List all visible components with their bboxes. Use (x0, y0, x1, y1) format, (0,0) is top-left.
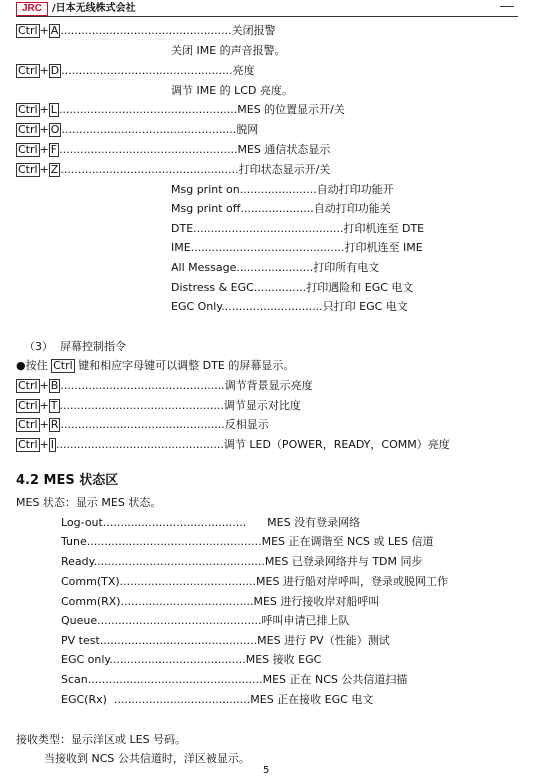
doc-line (171, 84, 293, 98)
doc-line (16, 359, 294, 373)
line-text: All Message......................打印所有电文 (171, 261, 380, 274)
key-cap: L (50, 103, 57, 116)
line-text: Tune..................................................MES 正在调谐至 NCS 或 LES 信道 (61, 535, 434, 548)
line-text: 调节 LED（POWER，READY，COMM）亮度 (223, 438, 450, 451)
leader-dots: ................................................. (61, 64, 233, 77)
key-cap: Ctrl (18, 143, 38, 156)
key-cap: I (50, 438, 55, 451)
leader-dots: ................................................... (58, 103, 238, 116)
key-plus: + (39, 24, 49, 37)
key-plus: + (39, 379, 49, 392)
line-text: 关闭报警 (231, 24, 276, 37)
line-text: DTE...........................................打印机连至 DTE (171, 222, 425, 235)
doc-line (16, 163, 330, 177)
key-plus: + (39, 438, 49, 451)
doc-line (16, 418, 269, 432)
key-cap: Ctrl (18, 103, 38, 116)
doc-line (16, 399, 301, 413)
line-prefix: ●按住 (16, 359, 52, 372)
line-text: 脱网 (236, 123, 259, 136)
key-cap: Ctrl (18, 24, 38, 37)
line-text: 调节显示对比度 (223, 399, 301, 412)
key-cap: Ctrl (18, 399, 38, 412)
leader-dots: ............................................... (59, 399, 224, 412)
doc-line (61, 673, 407, 687)
key-cap: Ctrl (18, 64, 38, 77)
key-cap: Ctrl (18, 123, 38, 136)
company-name: /日本无线株式会社 (52, 3, 136, 14)
doc-line (171, 281, 413, 295)
doc-line (61, 614, 349, 628)
line-text: Ready.................................................MES 已登录网络并与 TDM 同步 (61, 555, 423, 568)
line-text: Comm(RX)......................................MES 进行接收岸对船呼叫 (61, 595, 380, 608)
doc-line (16, 103, 345, 117)
doc-line (171, 241, 423, 255)
key-cap: Ctrl (18, 438, 38, 451)
key-cap: A (50, 24, 59, 37)
key-cap: T (50, 399, 58, 412)
line-text: EGC(Rx) .......................................MES 正在接收 EGC 电文 (61, 693, 374, 706)
jrc-logo: JRC (16, 2, 48, 16)
doc-line (16, 379, 313, 393)
line-text: Msg print off.....................自动打印功能关 (171, 202, 391, 215)
doc-line (16, 64, 255, 78)
key-cap: Ctrl (18, 418, 38, 431)
doc-line (171, 261, 379, 275)
doc-line (61, 575, 448, 589)
doc-line (44, 752, 250, 766)
key-cap: R (50, 418, 59, 431)
doc-line (24, 340, 126, 354)
line-text: Log-out......................................... MES 没有登录网络 (61, 516, 361, 529)
line-text: （3） 屏幕控制指令 (24, 340, 126, 353)
key-plus: + (39, 143, 49, 156)
doc-line (16, 438, 450, 452)
key-plus: + (39, 64, 49, 77)
line-text: Msg print on......................自动打印功能开 (171, 183, 394, 196)
line-text: MES 的位置显示开/关 (237, 103, 345, 116)
leader-dots: ................................................. (60, 24, 232, 37)
leader-dots: ................................................... (60, 163, 239, 176)
key-cap: Ctrl (18, 379, 38, 392)
line-text: EGC only.......................................MES 接收 EGC (61, 653, 322, 666)
doc-line (16, 24, 276, 38)
doc-line (171, 222, 424, 236)
key-cap: Ctrl (53, 359, 73, 372)
line-text: EGC Only.............................只打印 EGC 电文 (171, 300, 408, 313)
section-title: 4.2 MES 状态区 (16, 473, 119, 488)
line-text: 反相显示 (224, 418, 269, 431)
key-cap: D (50, 64, 60, 77)
line-text: 接收类型：显示洋区或 LES 号码。 (16, 733, 187, 746)
key-cap: B (50, 379, 59, 392)
line-text: 调节背景显示亮度 (224, 379, 313, 392)
doc-line (61, 693, 373, 707)
key-plus: + (39, 418, 49, 431)
doc-line (171, 44, 286, 58)
line-text: 当接收到 NCS 公共信道时，洋区被显示。 (44, 752, 250, 765)
line-text: 调节 IME 的 LCD 亮度。 (171, 84, 293, 97)
line-text: 键和相应字母键可以调整 DTE 的屏幕显示。 (74, 359, 295, 372)
key-cap: F (50, 143, 58, 156)
page-number: 5 (263, 765, 270, 776)
key-plus: + (39, 399, 49, 412)
line-text: Distress & EGC...............打印遇险和 EGC 电文 (171, 281, 414, 294)
line-text: Scan..................................................MES 正在 NCS 公共信道扫描 (61, 673, 408, 686)
doc-line (16, 496, 161, 510)
leader-dots: ............................................... (60, 418, 225, 431)
leader-dots: ................................................... (59, 143, 238, 156)
doc-line (61, 555, 423, 569)
doc-line (61, 634, 390, 648)
line-text: PV test.............................................MES 进行 PV（性能）测试 (61, 634, 390, 647)
doc-line (61, 653, 321, 667)
doc-line (171, 183, 394, 197)
doc-line (16, 733, 186, 747)
doc-line (61, 535, 433, 549)
line-text: Comm(TX).......................................MES 进行船对岸呼叫，登录或脱网工作 (61, 575, 448, 588)
key-plus: + (39, 103, 49, 116)
leader-dots: ................................................ (56, 438, 224, 451)
key-plus: + (39, 163, 49, 176)
doc-line (171, 202, 391, 216)
doc-line (16, 143, 330, 157)
line-text: 打印状态显示开/关 (238, 163, 331, 176)
doc-line (61, 516, 360, 530)
key-cap: Z (50, 163, 59, 176)
leader-dots: ............................................... (60, 379, 225, 392)
key-plus: + (39, 123, 49, 136)
doc-line (171, 300, 408, 314)
header-dash (500, 6, 514, 7)
doc-line (16, 123, 258, 137)
line-text: 关闭 IME 的声音报警。 (171, 44, 286, 57)
header-rule (16, 16, 518, 17)
line-text: Queue...............................................呼叫申请已排上队 (61, 614, 350, 627)
line-text: MES 通信状态显示 (237, 143, 331, 156)
line-text: MES 状态：显示 MES 状态。 (16, 496, 162, 509)
doc-line (61, 595, 379, 609)
key-cap: Ctrl (18, 163, 38, 176)
leader-dots: .................................................. (61, 123, 237, 136)
line-text: 亮度 (232, 64, 255, 77)
line-text: IME............................................打印机连至 IME (171, 241, 423, 254)
key-cap: O (50, 123, 60, 136)
